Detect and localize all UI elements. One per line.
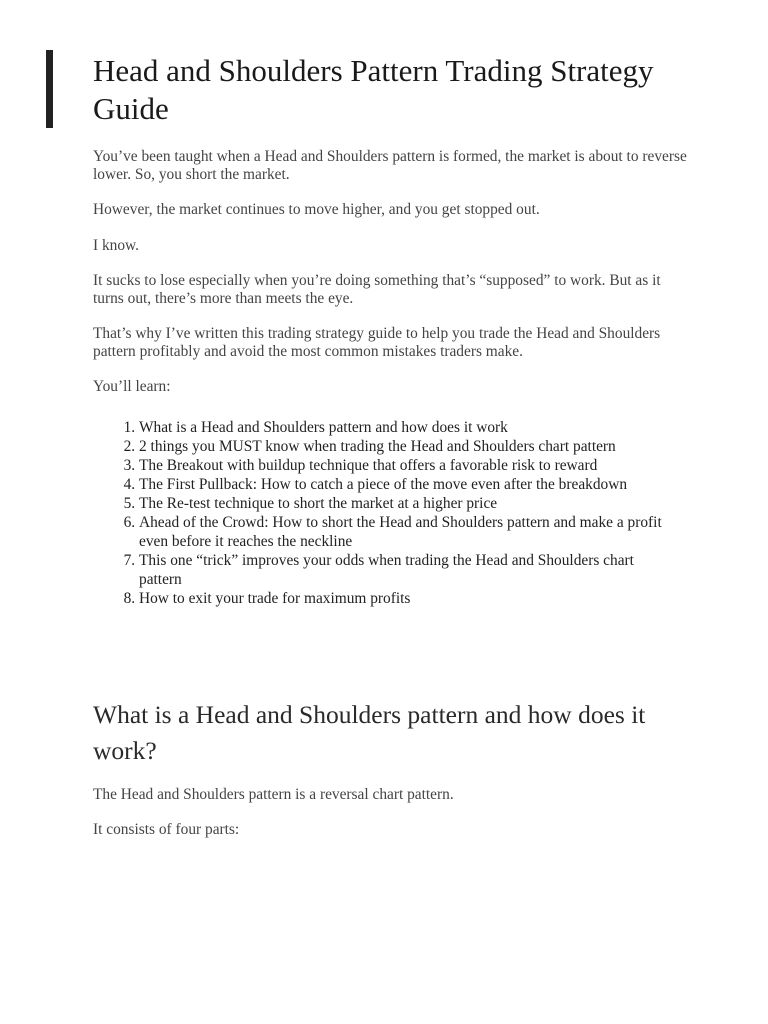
page-title: Head and Shoulders Pattern Trading Strategy Guide <box>93 53 654 126</box>
list-item: 6. Ahead of the Crowd: How to short the Head and Shoulders pattern and make a profit even before it reaches the neckline <box>139 513 669 551</box>
list-item: 2. 2 things you MUST know when trading the Head and Shoulders chart pattern <box>139 437 669 456</box>
intro-paragraph: However, the market continues to move higher, and you get stopped out. <box>93 201 540 218</box>
section-paragraph: It consists of four parts: <box>93 821 240 838</box>
list-item: 5. The Re-test technique to short the market at a higher price <box>139 494 669 513</box>
intro-paragraph: You’ve been taught when a Head and Shoulders pattern is formed, the market is about to reverse lower. So, you short the market. <box>93 148 687 183</box>
list-item: 1. What is a Head and Shoulders pattern and how does it work <box>139 418 669 437</box>
list-item: 3. The Breakout with buildup technique that offers a favorable risk to reward <box>139 456 669 475</box>
intro-paragraph: I know. <box>93 236 140 254</box>
intro-paragraph: It sucks to lose especially when you’re doing something that’s “supposed” to work. But as it turns out, there’s more than meets the eye. <box>93 272 661 307</box>
learn-intro: You’ll learn: <box>93 378 171 395</box>
document-page <box>93 52 693 839</box>
list-item: 7. This one “trick” improves your odds when trading the Head and Shoulders chart pattern <box>139 551 669 589</box>
intro-paragraph: That’s why I’ve written this trading strategy guide to help you trade the Head and Shoulders pattern profitably and avoid the most common mistakes traders make. <box>93 325 661 360</box>
list-item: 8. How to exit your trade for maximum profits <box>139 589 669 608</box>
learn-list <box>93 418 693 608</box>
title-accent-bar <box>46 50 53 128</box>
section-heading: What is a Head and Shoulders pattern and how does it work? <box>93 699 646 765</box>
list-item: 4. The First Pullback: How to catch a piece of the move even after the breakdown <box>139 475 669 494</box>
section-paragraph: The Head and Shoulders pattern is a reversal chart pattern. <box>93 785 454 803</box>
